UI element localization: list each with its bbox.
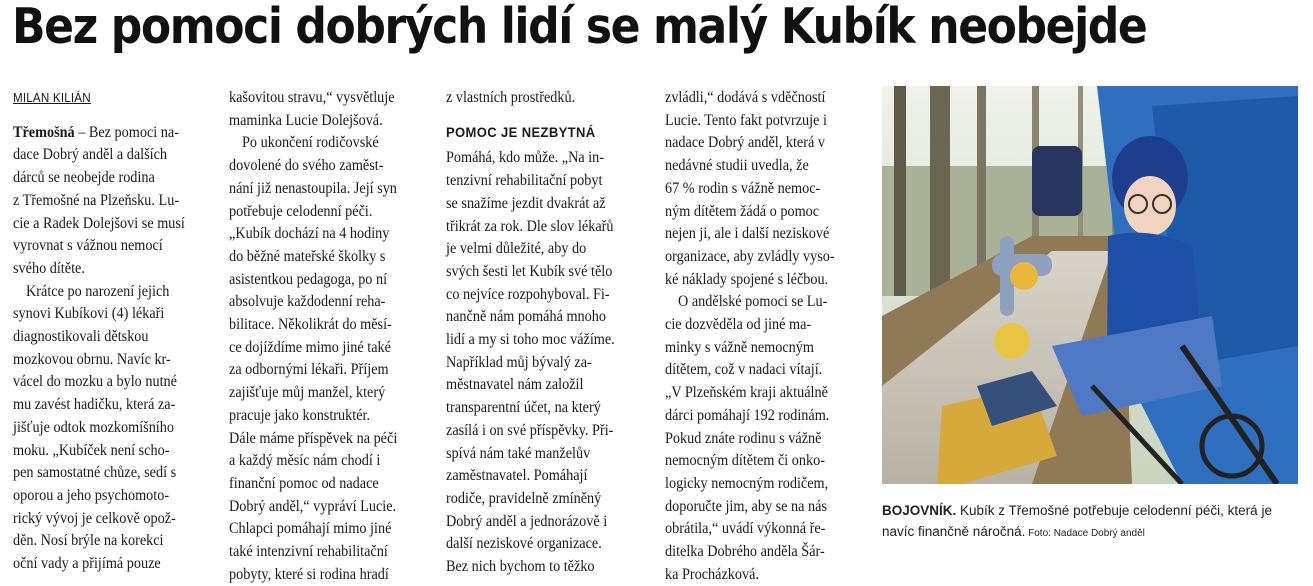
paragraph-line: Pokud znáte rodinu s vážně [665,429,822,447]
paragraph-line: Pomáhá, kdo může. „Na in- [446,149,605,167]
dateline-place: Třemošná [13,123,75,141]
paragraph-line: Bez nich bychom to těžko [446,558,595,576]
paragraph-line: Například můj bývalý za- [446,353,592,371]
paragraph-line: maminka Lucie Dolejšová. [229,111,383,129]
paragraph-line: Lucie. Tento fakt potvrzuje i [665,111,827,129]
paragraph-line: bilitace. Několikrát do měsí- [229,316,392,334]
paragraph-line: nadace Dobrý anděl, která v [665,134,825,152]
paragraph-line: ditelka Dobrého anděla Šár- [665,543,825,561]
paragraph-line [13,122,185,145]
paragraph-line: zasílá i on své příspěvky. Při- [446,421,614,439]
paragraph-line: lidí a my si toho moc vážíme. [446,331,615,349]
paragraph-line: vácel do mozku a bylo nutné [13,373,177,391]
paragraph-line: cie a Radek Dolejšovi se musí [13,214,185,232]
paragraph-line: ce dojíždíme mimo jiné také [229,338,391,356]
paragraph-line: Chlapci pomáhají mimo jiné [229,520,392,538]
paragraph-line: O andělské pomoci se Lu- [678,293,828,311]
paragraph-line: 67 % rodin s vážně nemoc- [665,179,821,197]
paragraph-line: dárců se neobejde rodina [13,169,155,187]
paragraph-line: organizace, aby zvládly vyso- [665,247,835,265]
article-photo [882,86,1298,484]
paragraph-line: ka Procházková. [665,565,760,583]
paragraph-line: je velmi důležité, aby do [446,240,587,258]
paragraph-line: asistentkou pedagoga, po ní [229,270,388,288]
paragraph-line: transparentní účet, na který [446,399,601,417]
paragraph-line: dovolené do svého zaměst- [229,157,384,175]
paragraph-line: jišťuje odtok mozkomíšního [13,418,174,436]
paragraph-line: finanční pomoc od nadace [229,474,379,492]
paragraph-line: nejen ji, ale i další neziskové [665,225,830,243]
article-column-4 [665,87,835,586]
paragraph-line: moku. „Kubíček není scho- [13,441,170,459]
paragraph-line: „V Plzeňském kraji aktuálně [665,384,828,402]
article-column-1 [13,87,185,576]
article-column-3 [446,87,615,579]
paragraph-line: pobyty, které si rodina hradí [229,565,389,583]
paragraph-line: do běžné mateřské školky s [229,247,386,265]
paragraph-line: potřebuje celodenní péči. [229,202,373,220]
paragraph-line: třikrát za rok. Dle slov lékařů [446,217,614,235]
photo-credit: Foto: Nadace Dobrý anděl [1025,528,1145,539]
byline: MILAN KILIÁN [13,91,91,105]
paragraph-line: Dobrý anděl a jednorázově i [446,512,608,530]
paragraph-line: dítětem, což v nadaci vítají. [665,361,823,379]
paragraph-line: městnavatel nám založil [446,376,584,394]
paragraph-line: Krátce po narození jejich [26,282,170,300]
subheading: POMOC JE NEZBYTNÁ [446,123,596,140]
paragraph-line: tenzivní rehabilitační pobyt [446,172,603,190]
paragraph-line: děn. Nosí brýle na korekci [13,532,164,550]
paragraph-line: z Třemošné na Plzeňsku. Lu- [13,191,180,209]
paragraph-line: dárci pomáhají 192 rodinám. [665,406,830,424]
headline: Bez pomoci dobrých lidí se malý Kubík neobejde [12,0,1147,55]
paragraph-text: – Bez pomoci na- [74,123,179,141]
paragraph-line: doporučte jim, aby se na nás [665,497,827,515]
paragraph-line: nání již nenastoupila. Její syn [229,179,397,197]
paragraph-line: obrátila,“ uvádí výkonná ře- [665,520,826,538]
caption-text: Kubík z Třemošné potřebuje celodenní péči, která je navíc finančně náročná. [882,503,1272,539]
paragraph-line: zaměstnavatel. Pomáhají [446,467,588,485]
paragraph-line: synovi Kubíkovi (4) lékaři [13,305,165,323]
paragraph-line: z vlastních prostředků. [446,89,576,106]
paragraph-line: zajišťuje můj manžel, který [229,384,386,402]
paragraph-line: nedávné studii uvedla, že [665,157,809,175]
paragraph-line: mozkovou obrnu. Navíc kr- [13,350,171,368]
paragraph-line: Dále máme příspěvek na péči [229,429,398,447]
paragraph-line: kašovitou stravu,“ vysvětluje [229,89,395,106]
paragraph-line: a každý měsíc nám chodí i [229,452,381,470]
paragraph-line: absolvuje každodenní reha- [229,293,386,311]
paragraph-line: pen samostatné chůze, sedí s [13,464,177,482]
photo-illustration [882,86,1298,484]
paragraph-line: minky s vážně nemocným [665,338,814,356]
paragraph-line: diagnostikovali dětskou [13,328,149,346]
paragraph-line: pracuje jako konstruktér. [229,406,371,424]
paragraph-line: cie dozvěděla od jiné ma- [665,316,812,334]
article-column-2 [229,87,397,586]
paragraph-line: ným dítětem žádá o pomoc [665,202,820,220]
paragraph-line: také intenzivní rehabilitační [229,543,388,561]
paragraph-line: mu zavést hadičku, která za- [13,396,176,414]
paragraph-line: oporou a jeho psychomoto- [13,486,170,504]
paragraph-line: rodiče, pravidelně zmíněný [446,489,602,507]
paragraph-line: se snažíme jezdit dvakrát až [446,194,606,212]
paragraph-line: další neziskové organizace. [446,535,602,553]
paragraph-line: vyrovnat s vážnou nemocí [13,237,163,255]
paragraph-line: rický vývoj je celkově opož- [13,509,176,527]
paragraph-line: ké náklady spojené s léčbou. [665,270,829,288]
paragraph-line: co nejvíce rozpohyboval. Fi- [446,285,610,303]
paragraph-line: dace Dobrý anděl a dalších [13,146,168,164]
paragraph-line: oční vady a přijímá pouze [13,555,161,573]
paragraph-line: spívá nám také manželův [446,444,591,462]
paragraph-line: „Kubík dochází na 4 hodiny [229,225,390,243]
paragraph-line: Po ukončení rodičovské [242,134,379,152]
photo-caption [882,500,1302,544]
paragraph-line: nemocným dítětem či onko- [665,452,826,470]
caption-label: BOJOVNÍK. [882,503,957,518]
paragraph-line: nančně nám pomáhá mnoho [446,308,607,326]
paragraph-line: zvládli,“ dodává s vděčností [665,89,826,106]
paragraph-line: Dobrý anděl,“ vypráví Lucie. [229,497,397,515]
paragraph-line: svých šesti let Kubík své tělo [446,262,613,280]
paragraph-line: svého dítěte. [13,259,85,277]
paragraph-line: logicky nemocným rodičem, [665,474,829,492]
paragraph-line: za odbornými lékaři. Příjem [229,361,389,379]
